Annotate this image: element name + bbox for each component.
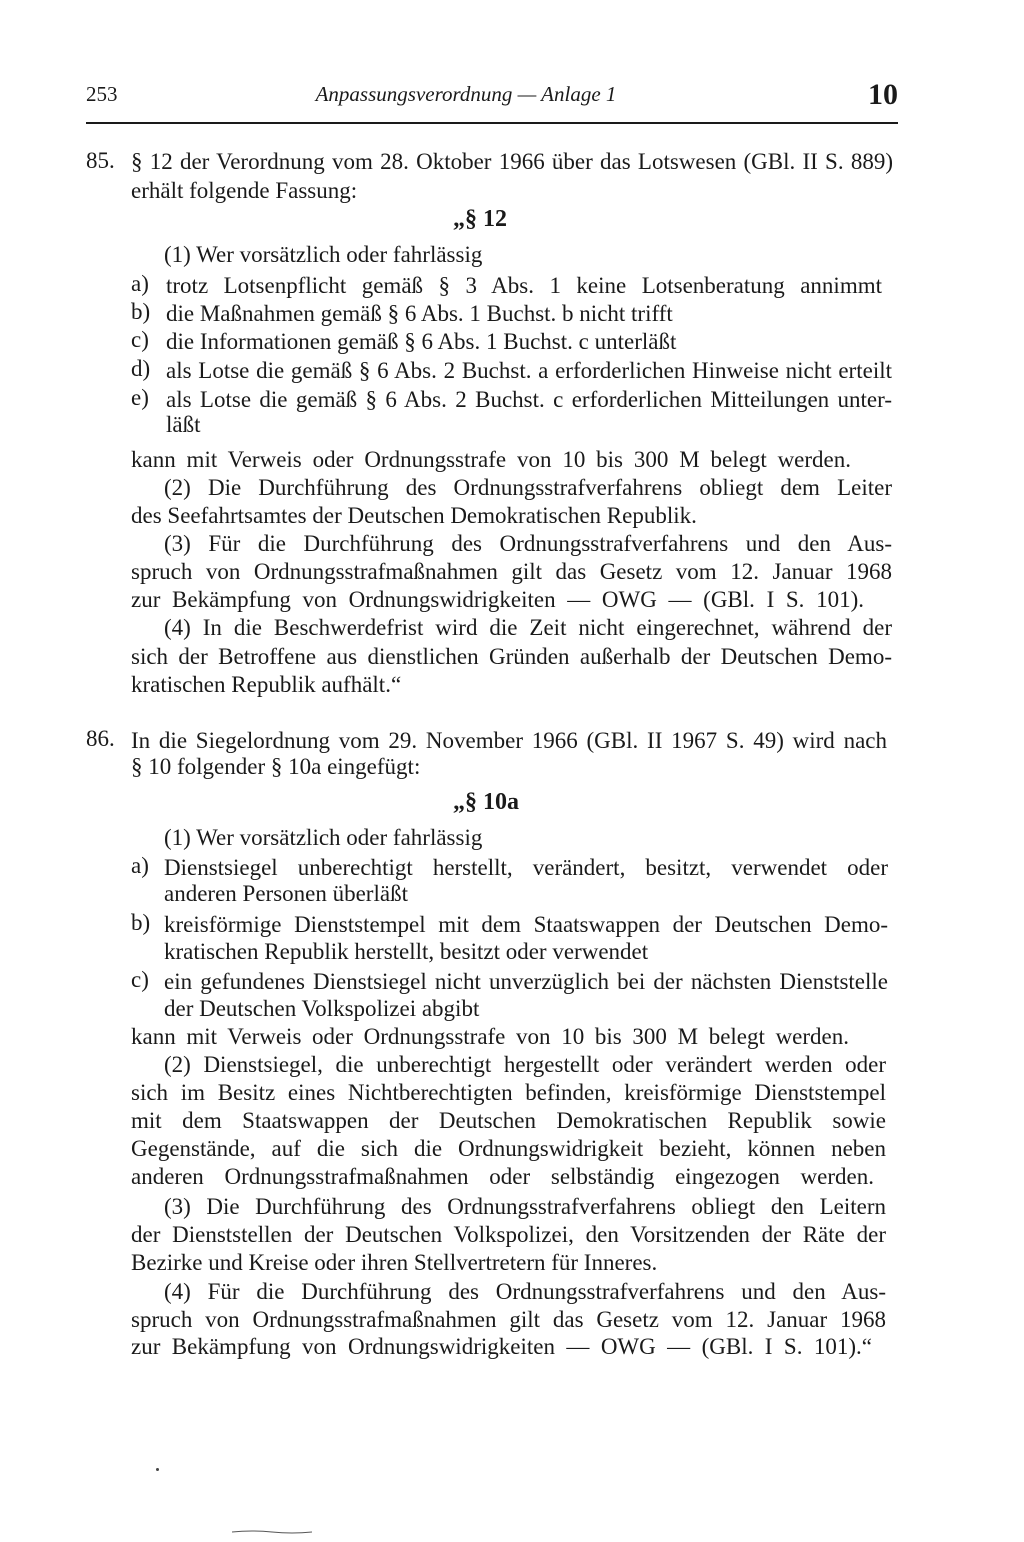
subsection-line: spruch von Ordnungsstrafmaßnahmen gilt das Gesetz vom 12. Januar 1968 xyxy=(131,559,892,584)
subsection-line: (2) Dienstsiegel, die unberechtigt hergestellt oder verändert werden oder xyxy=(164,1052,886,1077)
penalty-line: kann mit Verweis oder Ordnungsstrafe von 10 bis 300 M belegt werden. xyxy=(131,447,851,472)
enum-text: als Lotse die gemäß § 6 Abs. 2 Buchst. a erforderlichen Hinweise nicht erteilt xyxy=(166,358,892,383)
enum-text: ein gefundenes Dienstsiegel nicht unverzüglich bei der nächsten Dienststelle xyxy=(164,969,888,994)
enum-label: b) xyxy=(131,299,151,324)
subsection-line: spruch von Ordnungsstrafmaßnahmen gilt das Gesetz vom 12. Januar 1968 xyxy=(131,1307,886,1332)
page-number: 253 xyxy=(86,82,118,106)
subsection-line: (3) Die Durchführung des Ordnungsstrafverfahrens obliegt den Leitern xyxy=(164,1194,886,1219)
subsection-line: (4) Für die Durchführung des Ordnungsstrafverfahrens und den Aus- xyxy=(164,1279,886,1304)
enum-text: kreisförmige Dienststempel mit dem Staatswappen der Deutschen Demo- xyxy=(164,912,888,937)
enum-label: e) xyxy=(131,385,149,410)
subsection-line: sich im Besitz eines Nichtberechtigten befinden, kreisförmige Dienststempel xyxy=(131,1080,886,1105)
subsection-line: des Seefahrtsamtes der Deutschen Demokratischen Republik. xyxy=(131,503,697,528)
subsection-line: Bezirke und Kreise oder ihren Stellvertretern für Inneres. xyxy=(131,1250,658,1275)
enum-text: anderen Personen überläßt xyxy=(164,881,408,906)
item-number: 85. xyxy=(86,148,115,173)
subsection-line: (1) Wer vorsätzlich oder fahrlässig xyxy=(164,242,483,267)
enum-text: trotz Lotsenpflicht gemäß § 3 Abs. 1 keine Lotsenberatung annimmt xyxy=(166,273,882,298)
scan-speck xyxy=(156,1468,159,1471)
intro-line: § 12 der Verordnung vom 28. Oktober 1966 über das Lotswesen (GBl. II S. 889) xyxy=(131,149,893,174)
intro-line: In die Siegelordnung vom 29. November 1966 (GBl. II 1967 S. 49) wird nach xyxy=(131,728,887,753)
enum-text: die Maßnahmen gemäß § 6 Abs. 1 Buchst. b nicht trifft xyxy=(166,301,673,326)
enum-text: kratischen Republik herstellt, besitzt oder verwendet xyxy=(164,939,649,964)
enum-text: der Deutschen Volkspolizei abgibt xyxy=(164,996,480,1021)
subsection-line: mit dem Staatswappen der Deutschen Demokratischen Republik sowie xyxy=(131,1108,886,1133)
page-header xyxy=(86,78,898,124)
intro-line: § 10 folgender § 10a eingefügt: xyxy=(131,754,421,779)
enum-text: Dienstsiegel unberechtigt herstellt, verändert, besitzt, verwendet oder xyxy=(164,855,888,880)
enum-label: d) xyxy=(131,356,151,381)
subsection-line: kratischen Republik aufhält.“ xyxy=(131,672,402,697)
item-number: 86. xyxy=(86,726,115,751)
enum-label: c) xyxy=(131,327,149,352)
enum-text: als Lotse die gemäß § 6 Abs. 2 Buchst. c erforderlichen Mitteilungen unter- xyxy=(166,387,892,412)
subsection-line: (4) In die Beschwerdefrist wird die Zeit nicht eingerechnet, während der xyxy=(164,615,892,640)
subsection-line: (1) Wer vorsätzlich oder fahrlässig xyxy=(164,825,483,850)
scan-mark xyxy=(232,1530,312,1534)
subsection-line: anderen Ordnungsstrafmaßnahmen oder selbständig eingezogen werden. xyxy=(131,1164,874,1189)
subsection-line: der Dienststellen der Deutschen Volkspolizei, den Vorsitzenden der Räte der xyxy=(131,1222,886,1247)
subsection-line: (3) Für die Durchführung des Ordnungsstrafverfahrens und den Aus- xyxy=(164,531,892,556)
enum-label: a) xyxy=(131,853,149,878)
subsection-line: zur Bekämpfung von Ordnungswidrigkeiten — OWG — (GBl. I S. 101). xyxy=(131,587,864,612)
paragraph-heading: „§ 12 xyxy=(453,206,507,232)
subsection-line: (2) Die Durchführung des Ordnungsstrafverfahrens obliegt dem Leiter xyxy=(164,475,892,500)
running-title: Anpassungsverordnung — Anlage 1 xyxy=(315,82,617,106)
enum-label: a) xyxy=(131,271,149,296)
enum-label: c) xyxy=(131,967,149,992)
enum-text: läßt xyxy=(166,412,201,437)
enum-text: die Informationen gemäß § 6 Abs. 1 Buchst. c unterläßt xyxy=(166,329,677,354)
enum-label: b) xyxy=(131,910,151,935)
section-number: 10 xyxy=(868,78,898,111)
intro-line: erhält folgende Fassung: xyxy=(131,178,358,203)
subsection-line: sich der Betroffene aus dienstlichen Gründen außerhalb der Deutschen Demo- xyxy=(131,644,892,669)
paragraph-heading: „§ 10a xyxy=(453,789,519,815)
subsection-line: zur Bekämpfung von Ordnungswidrigkeiten — OWG — (GBl. I S. 101).“ xyxy=(131,1334,872,1359)
subsection-line: Gegenstände, auf die sich die Ordnungswidrigkeit bezieht, können neben xyxy=(131,1136,886,1161)
penalty-line: kann mit Verweis oder Ordnungsstrafe von 10 bis 300 M belegt werden. xyxy=(131,1024,849,1049)
